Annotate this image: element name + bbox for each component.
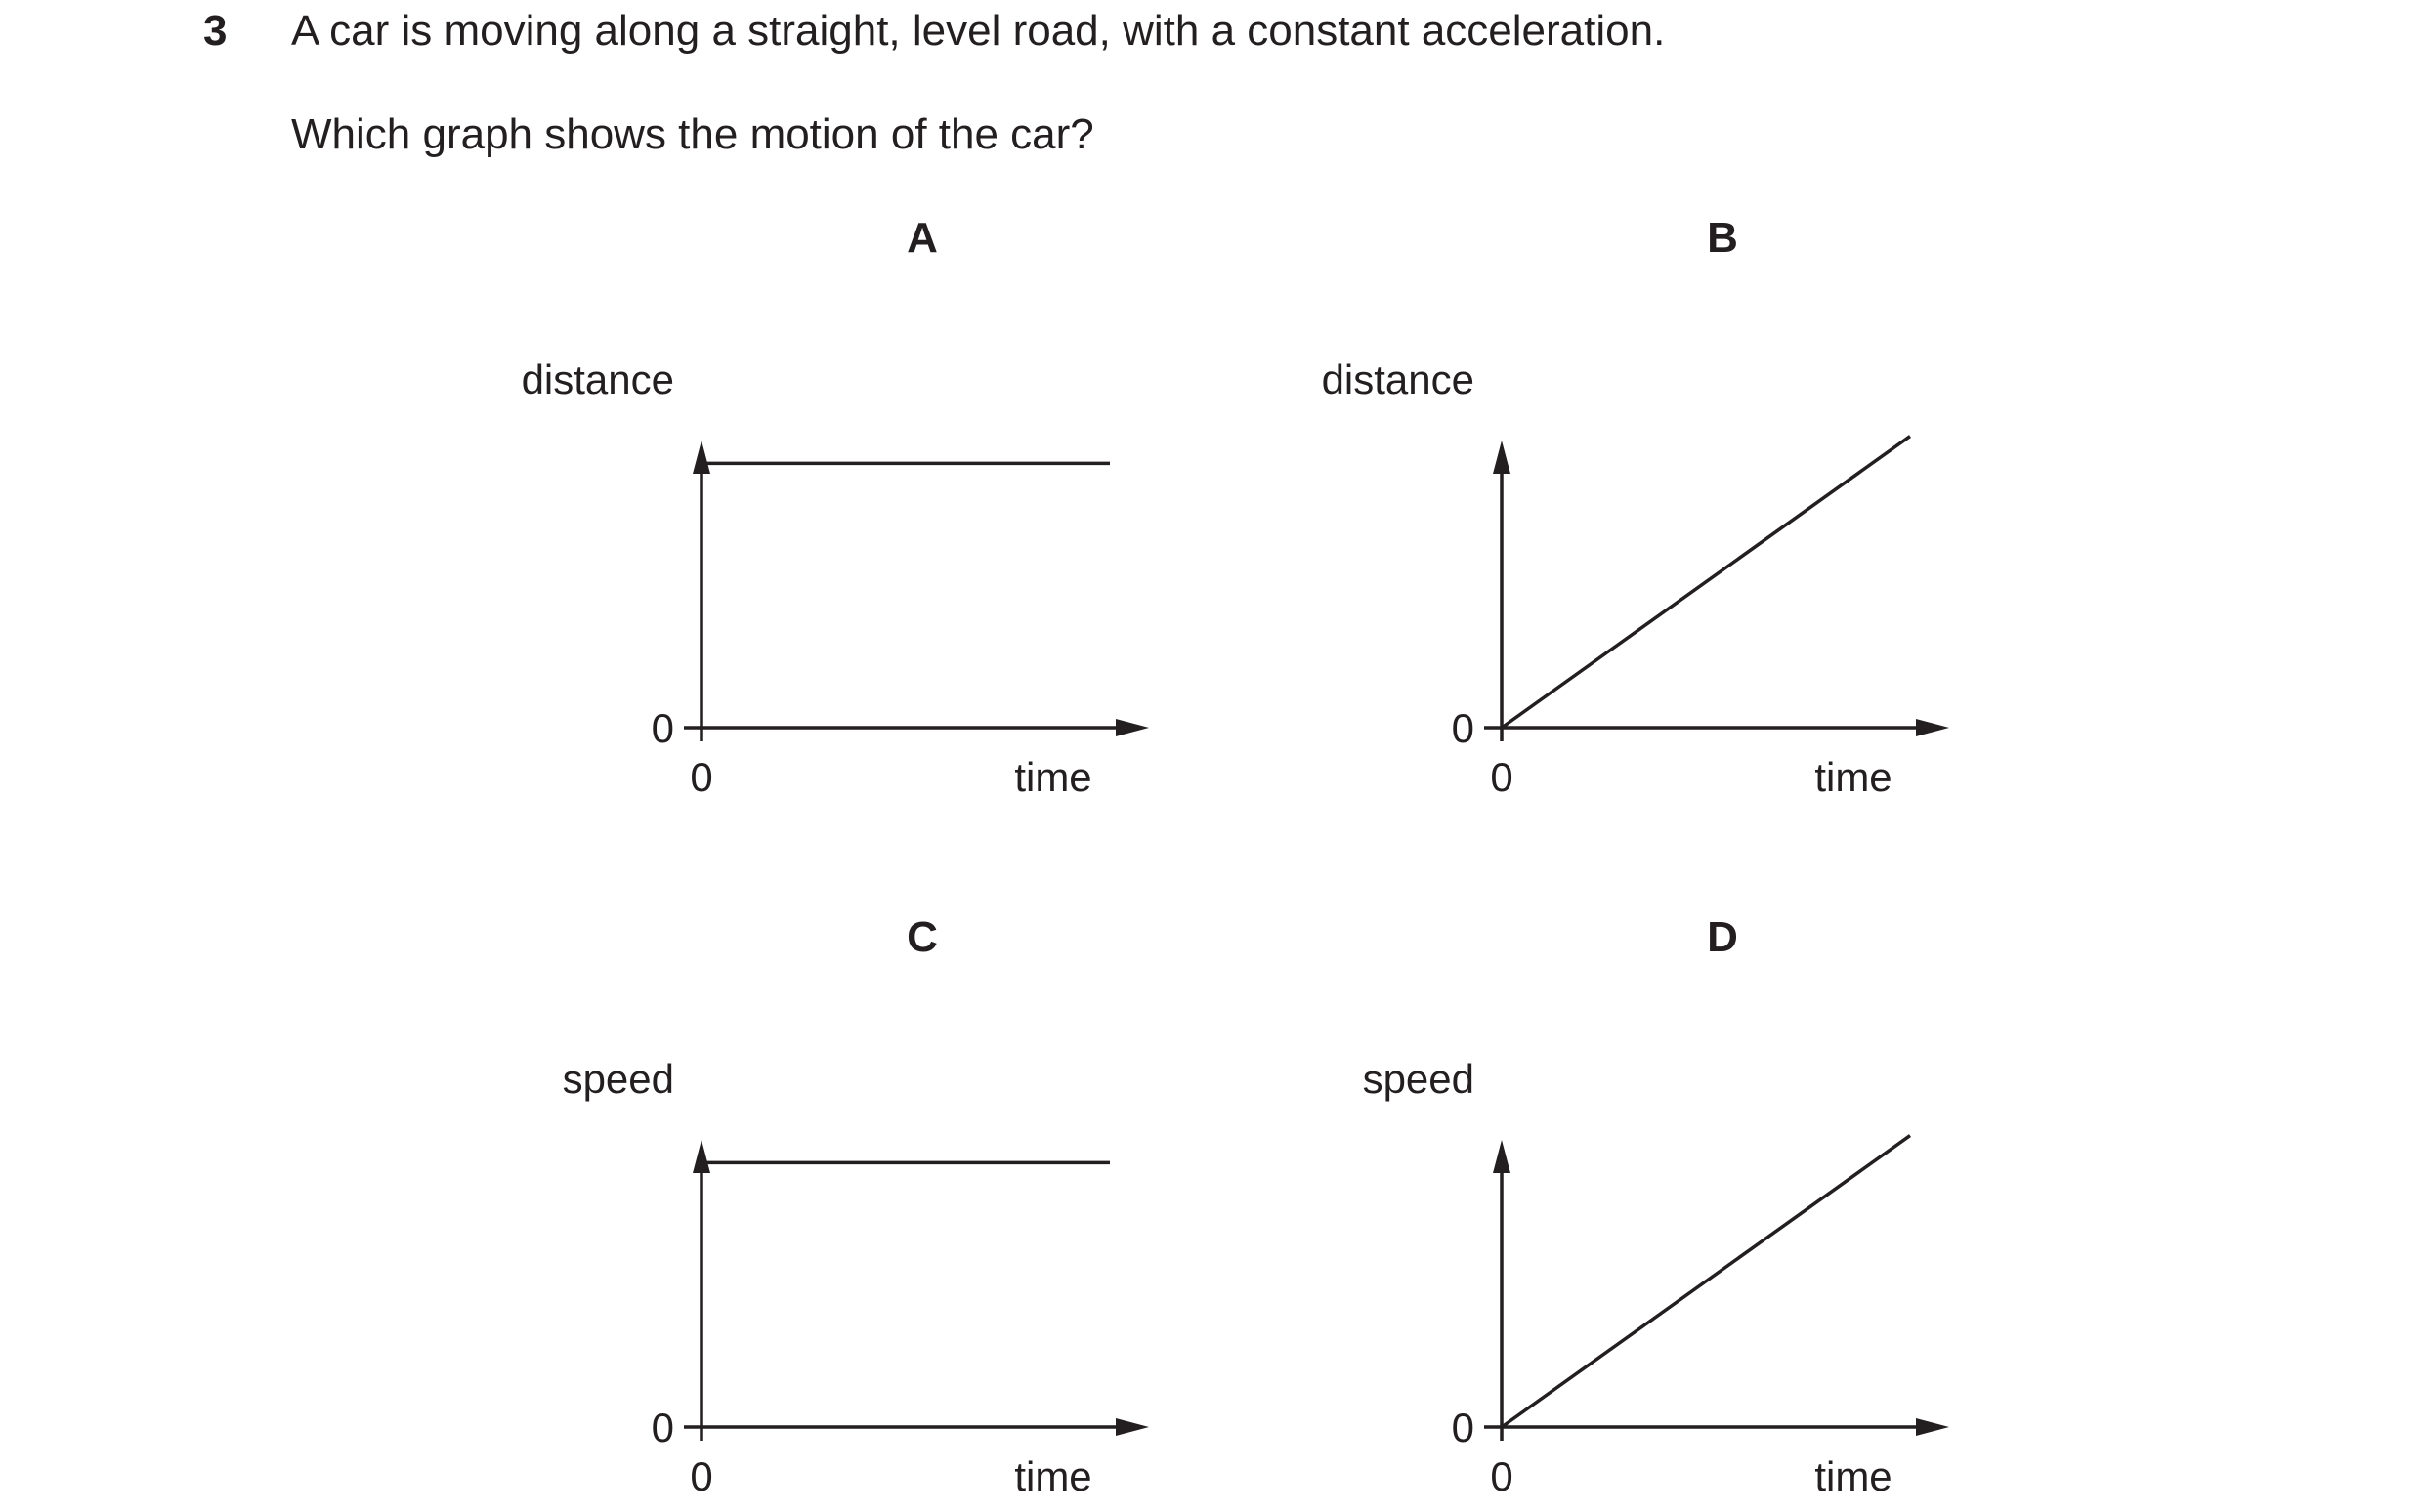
option-a-x-label: time — [1014, 754, 1092, 800]
option-b-letter: B — [1707, 214, 1738, 262]
question-prompt: Which graph shows the motion of the car? — [291, 110, 1094, 158]
option-d-y-arrow — [1493, 1140, 1510, 1173]
option-b-y-label: distance — [1321, 357, 1474, 402]
option-c-origin-x-label: 0 — [690, 1453, 713, 1499]
option-a-y-label: distance — [521, 357, 674, 402]
option-b-origin-x-label: 0 — [1490, 754, 1513, 800]
option-a-origin-x-label: 0 — [690, 754, 713, 800]
option-b-y-arrow — [1493, 441, 1510, 474]
option-d-trace — [1502, 1136, 1910, 1427]
option-c-x-label: time — [1014, 1453, 1092, 1499]
option-d-y-label: speed — [1362, 1056, 1474, 1102]
option-a-x-arrow — [1116, 719, 1149, 736]
option-c-y-label: speed — [562, 1056, 674, 1102]
option-b-x-label: time — [1814, 754, 1892, 800]
option-c-letter: C — [907, 913, 938, 961]
question-stem: A car is moving along a straight, level road, with a constant acceleration. — [291, 7, 1666, 55]
option-a-origin-y-label: 0 — [651, 705, 674, 751]
option-d-x-arrow — [1916, 1418, 1949, 1436]
option-b-origin-y-label: 0 — [1451, 705, 1474, 751]
option-c-y-arrow — [693, 1140, 710, 1173]
option-a-y-arrow — [693, 441, 710, 474]
option-d-origin-y-label: 0 — [1451, 1405, 1474, 1450]
question-number: 3 — [203, 7, 228, 55]
option-b-trace — [1502, 437, 1910, 728]
option-b-x-arrow — [1916, 719, 1949, 736]
option-d-origin-x-label: 0 — [1490, 1453, 1513, 1499]
option-d-letter: D — [1707, 913, 1738, 961]
option-a-letter: A — [907, 214, 938, 262]
option-d-x-label: time — [1814, 1453, 1892, 1499]
option-c-x-arrow — [1116, 1418, 1149, 1436]
option-c-origin-y-label: 0 — [651, 1405, 674, 1450]
